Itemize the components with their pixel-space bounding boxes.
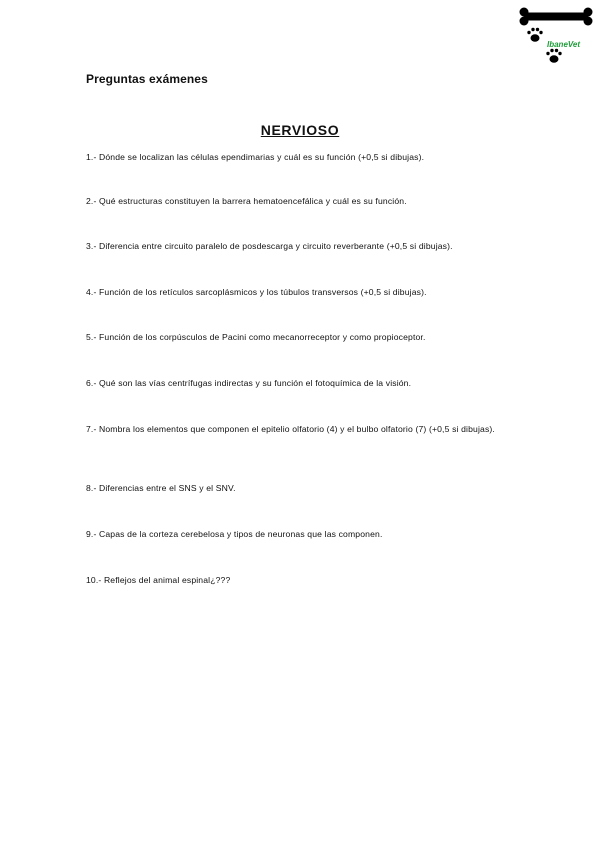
question-4: 4.- Función de los retículos sarcoplásmicos y los túbulos transversos (+0,5 si dibujas). [86, 287, 427, 297]
logo-text: IbaneVet [547, 40, 581, 49]
document-header: Preguntas exámenes [86, 72, 208, 86]
question-3: 3.- Diferencia entre circuito paralelo de posdescarga y circuito reverberante (+0,5 si dibujas). [86, 241, 453, 251]
question-10: 10.- Reflejos del animal espinal¿??? [86, 575, 231, 585]
question-1: 1.- Dónde se localizan las células ependimarias y cuál es su función (+0,5 si dibujas). [86, 152, 425, 162]
paw-print-icon [546, 49, 561, 63]
question-2: 2.- Qué estructuras constituyen la barrera hematoencefálica y cuál es su función. [86, 196, 407, 206]
question-7: 7.- Nombra los elementos que componen el epitelio olfatorio (4) y el bulbo olfatorio (7) (+0,5 si dibujas). [86, 424, 495, 434]
question-9: 9.- Capas de la corteza cerebelosa y tipos de neuronas que las componen. [86, 529, 383, 539]
question-5: 5.- Función de los corpúsculos de Pacini como mecanorreceptor y como propioceptor. [86, 332, 426, 342]
bone-icon [520, 8, 593, 26]
question-6: 6.- Qué son las vías centrífugas indirectas y su función el fotoquímica de la visión. [86, 378, 412, 388]
bone-paw-logo [516, 6, 596, 68]
question-8: 8.- Diferencias entre el SNS y el SNV. [86, 483, 236, 493]
paw-print-icon [527, 28, 542, 42]
section-title: NERVIOSO [260, 122, 340, 138]
